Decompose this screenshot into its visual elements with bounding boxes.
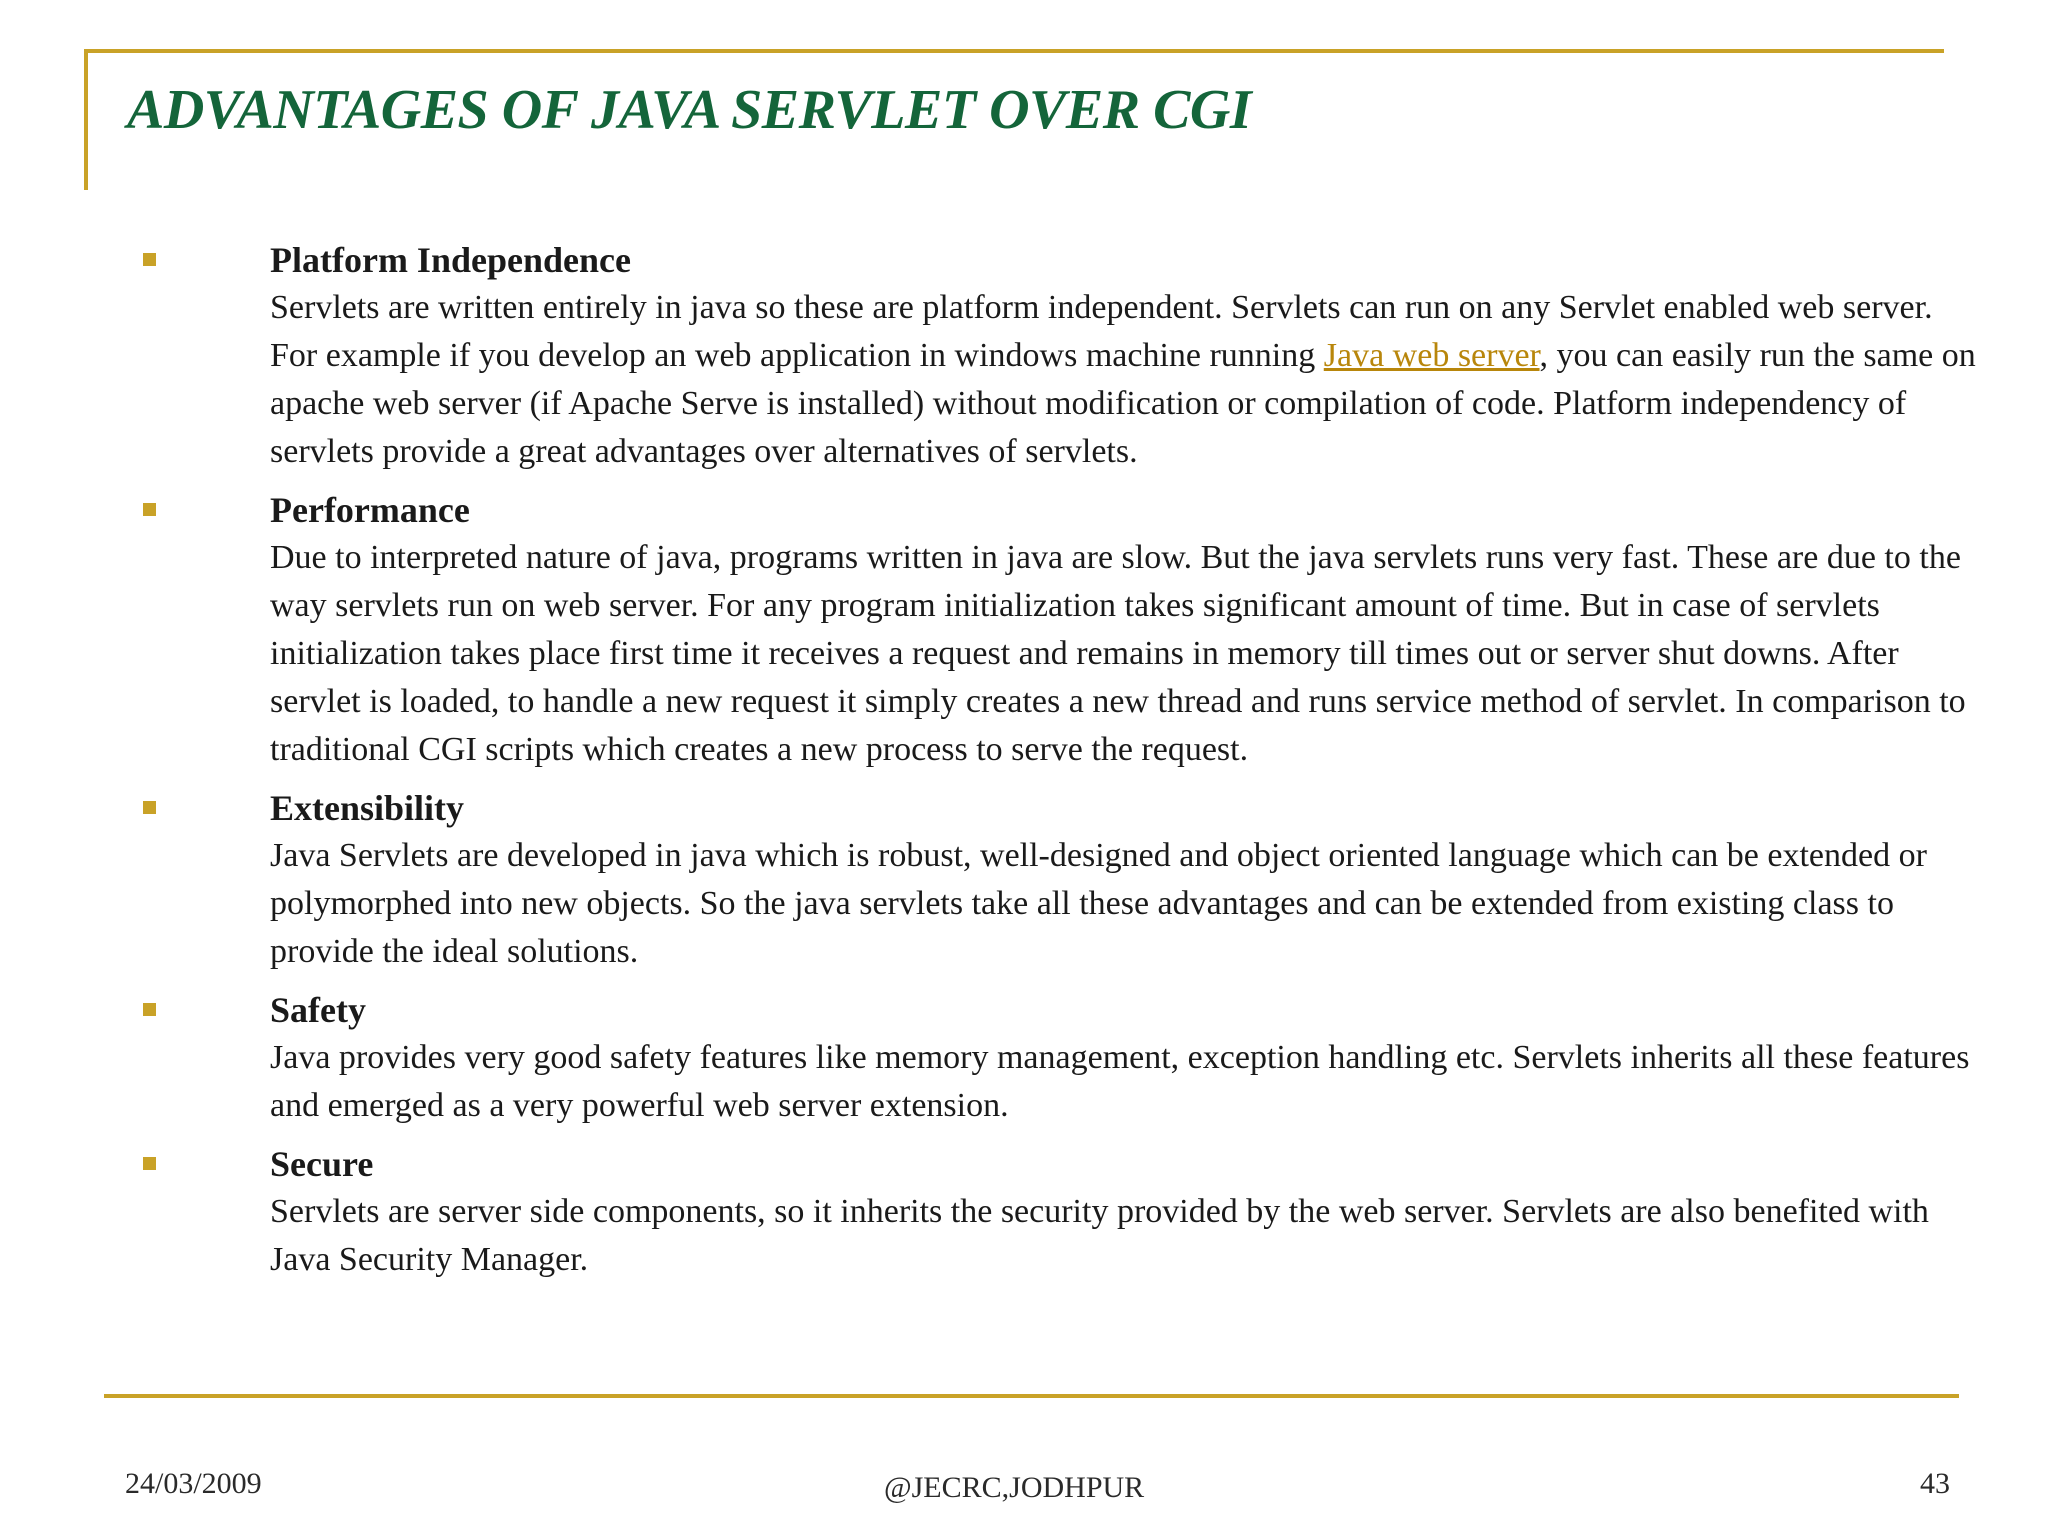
square-bullet-icon (143, 503, 156, 516)
footer-organization: @JECRC,JODHPUR (884, 1471, 1145, 1504)
bullet-body (270, 284, 1988, 476)
bullet-list (0, 236, 2048, 1294)
bullet-heading: Secure (270, 1144, 374, 1184)
bullet-heading: Safety (270, 990, 366, 1030)
footer-rule (104, 1394, 1959, 1398)
bullet-heading: Extensibility (270, 788, 465, 828)
bullet-heading: Platform Independence (270, 240, 631, 280)
bullet-body-text-continued: , you can easily run the same on apache web server (if Apache Serve is installed) without modification or compilation of code. Platform independency of servlets provide a great advantages over alternatives of servlets. (270, 337, 1976, 470)
java-web-server-link[interactable]: Java web server (1323, 337, 1540, 374)
bullet-body: Servlets are server side components, so it inherits the security provided by the web server. Servlets are also benefited with Java Security Manager. (270, 1193, 1929, 1278)
title-top-rule (84, 49, 1944, 53)
square-bullet-icon (143, 1003, 156, 1016)
bullet-body: Due to interpreted nature of java, programs written in java are slow. But the java servlets runs very fast. These are due to the way servlets run on web server. For any program initialization takes significant amount of time. But in case of servlets initialization takes place first time it receives a request and remains in memory till times out or server shut downs. After servlet is loaded, to handle a new request it simply creates a new thread and runs service method of servlet. In comparison to traditional CGI scripts which creates a new process to serve the request. (270, 539, 1966, 768)
title-left-rule (84, 49, 88, 190)
footer-page-number: 43 (1920, 1467, 1950, 1500)
bullet-item-safety (0, 986, 2048, 1130)
square-bullet-icon (143, 801, 156, 814)
bullet-item-secure (0, 1140, 2048, 1284)
bullet-body-text: Servlets are written entirely in java so these are platform independent. Servlets can run on any Servlet enabled web server. For example if you develop an web application in windows machine running (270, 289, 1933, 374)
bullet-item-performance (0, 486, 2048, 774)
square-bullet-icon (143, 1157, 156, 1170)
bullet-body: Java Servlets are developed in java which is robust, well-designed and object oriented language which can be extended or polymorphed into new objects. So the java servlets take all these advantages and can be extended from existing class to provide the ideal solutions. (270, 837, 1927, 970)
bullet-body: Java provides very good safety features like memory management, exception handling etc. Servlets inherits all these features and emerged as a very powerful web server extension. (270, 1039, 1970, 1124)
slide-title: ADVANTAGES OF JAVA SERVLET OVER CGI (127, 79, 1252, 141)
bullet-item-extensibility (0, 784, 2048, 976)
bullet-heading: Performance (270, 490, 470, 530)
bullet-item-platform-independence (0, 236, 2048, 476)
square-bullet-icon (143, 253, 156, 266)
footer-date: 24/03/2009 (125, 1467, 262, 1500)
